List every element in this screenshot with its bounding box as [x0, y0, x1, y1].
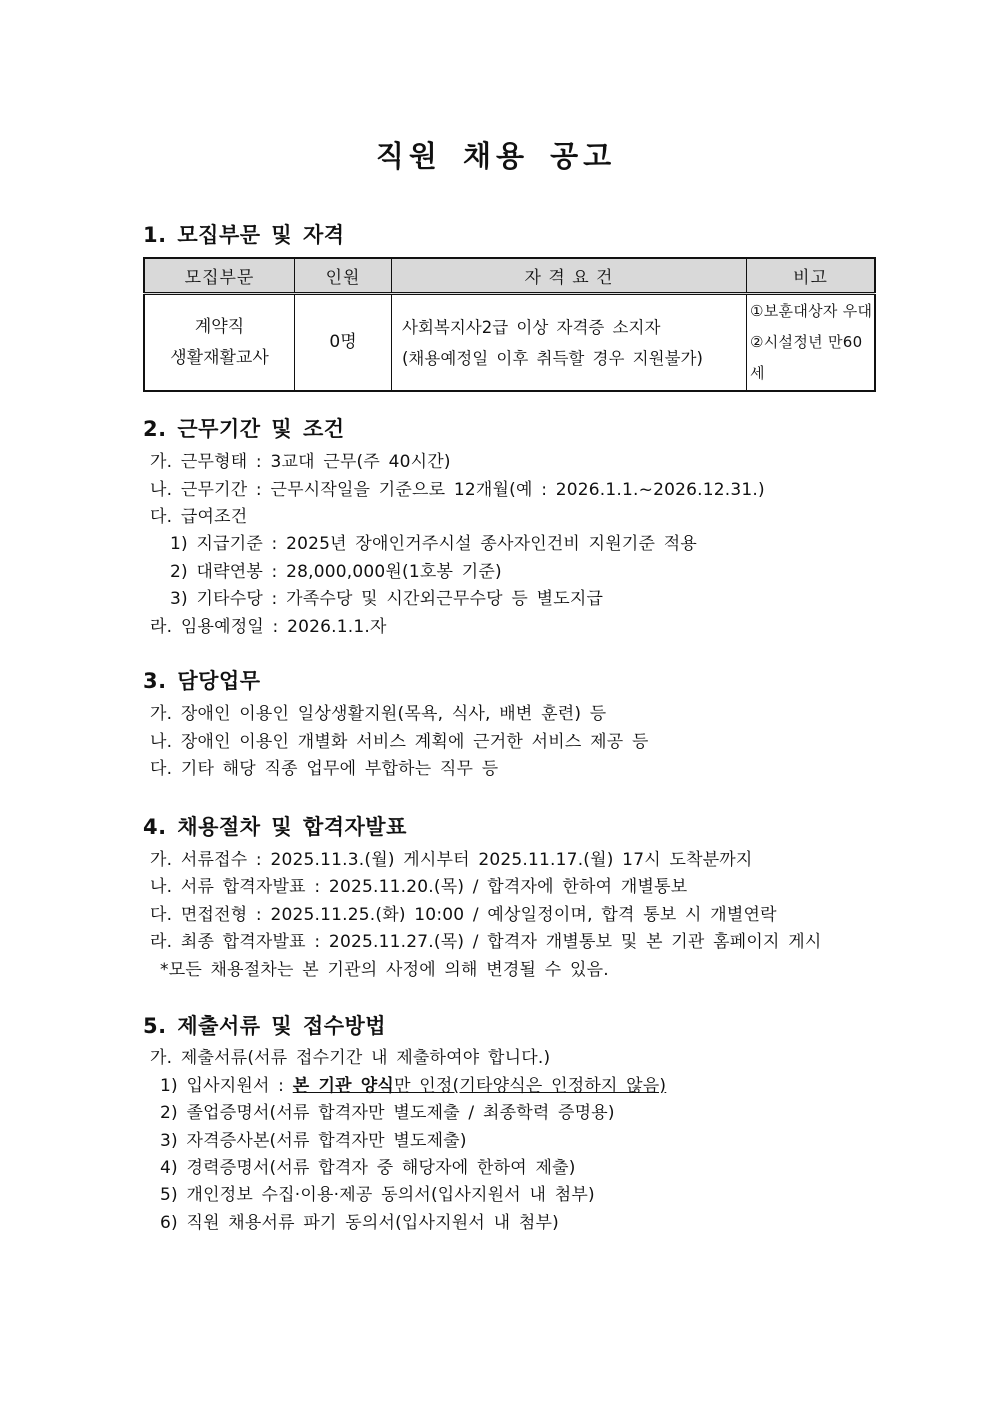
- document-item-1: [160, 1071, 666, 1096]
- appointment-date-line: 라. 임용예정일 : 2026.1.1.자: [150, 617, 387, 637]
- duty-line-2: 나. 장애인 이용인 개별화 서비스 계획에 근거한 서비스 제공 등: [150, 732, 649, 752]
- table-row: [144, 294, 875, 392]
- department-type: 계약직: [194, 316, 245, 337]
- cell-headcount: 0명: [295, 294, 392, 392]
- header-requirements: 자 격 요 건: [392, 258, 747, 294]
- document-item-6: 6) 직원 채용서류 파기 동의서(입사지원서 내 첨부): [160, 1213, 559, 1233]
- page-title: 직원 채용 공고: [375, 139, 617, 173]
- document-item-2: 2) 졸업증명서(서류 합격자만 별도제출 / 최종학력 증명용): [160, 1103, 615, 1123]
- section-1-heading: 1. 모집부문 및 자격: [143, 223, 345, 247]
- header-department: 모집부문: [144, 258, 295, 294]
- procedure-note: *모든 채용절차는 본 기관의 사정에 의해 변경될 수 있음.: [160, 960, 609, 980]
- section-5-heading: 5. 제출서류 및 접수방법: [143, 1014, 387, 1038]
- procedure-line-3: 다. 면접전형 : 2025.11.25.(화) 10:00 / 예상일정이며, 합격 통보 시 개별연락: [150, 905, 777, 925]
- pay-basis-line: 1) 지급기준 : 2025년 장애인거주시설 종사자인건비 지원기준 적용: [170, 534, 697, 554]
- procedure-line-4: 라. 최종 합격자발표 : 2025.11.27.(목) / 합격자 개별통보 및 본 기관 홈페이지 게시: [150, 932, 822, 952]
- department-name: 생활재활교사: [170, 347, 269, 368]
- document-item-1-emphasis: 본 기관 양식: [292, 1076, 395, 1096]
- recruitment-table: [143, 257, 876, 392]
- document-item-3: 3) 자격증사본(서류 합격자만 별도제출): [160, 1131, 467, 1151]
- procedure-line-1: 가. 서류접수 : 2025.11.3.(월) 게시부터 2025.11.17.(월) 17시 도착분까지: [150, 850, 753, 870]
- documents-intro-line: 가. 제출서류(서류 접수기간 내 제출하여야 합니다.): [150, 1048, 551, 1068]
- note-2: ②시설정년 만60세: [750, 333, 863, 382]
- salary-conditions-line: 다. 급여조건: [150, 507, 248, 527]
- duty-line-1: 가. 장애인 이용인 일상생활지원(목욕, 식사, 배변 훈련) 등: [150, 704, 607, 724]
- cell-department: [144, 294, 295, 392]
- document-item-5: 5) 개인정보 수집·이용·제공 동의서(입사지원서 내 첨부): [160, 1185, 595, 1205]
- allowances-line: 3) 기타수당 : 가족수당 및 시간외근무수당 등 별도지급: [170, 589, 604, 609]
- document-item-1-suffix: 만 인정(기타양식은 인정하지 않음): [394, 1076, 667, 1096]
- work-type-line: 가. 근무형태 : 3교대 근무(주 40시간): [150, 452, 451, 472]
- section-4-heading: 4. 채용절차 및 합격자발표: [143, 815, 407, 839]
- cell-requirements: [392, 294, 747, 392]
- note-1: ①보훈대상자 우대: [750, 302, 873, 320]
- work-period-line: 나. 근무기간 : 근무시작일을 기준으로 12개월(예 : 2026.1.1.~2026.12.31.): [150, 480, 765, 500]
- document-item-4: 4) 경력증명서(서류 합격자 중 해당자에 한하여 제출): [160, 1158, 576, 1178]
- procedure-line-2: 나. 서류 합격자발표 : 2025.11.20.(목) / 합격자에 한하여 개별통보: [150, 877, 688, 897]
- cell-notes: [747, 294, 876, 392]
- section-2-heading: 2. 근무기간 및 조건: [143, 417, 345, 441]
- table-header-row: [144, 258, 875, 294]
- requirement-sub: (채용예정일 이후 취득할 경우 지원불가): [402, 348, 703, 368]
- requirement-main: 사회복지사2급 이상 자격증 소지자: [402, 317, 661, 337]
- duty-line-3: 다. 기타 해당 직종 업무에 부합하는 직무 등: [150, 759, 499, 779]
- header-headcount: 인원: [295, 258, 392, 294]
- annual-salary-line: 2) 대략연봉 : 28,000,000원(1호봉 기준): [170, 562, 502, 582]
- section-3-heading: 3. 담당업무: [143, 669, 261, 693]
- document-item-1-prefix: 1) 입사지원서 :: [160, 1076, 293, 1096]
- header-notes: 비고: [747, 258, 876, 294]
